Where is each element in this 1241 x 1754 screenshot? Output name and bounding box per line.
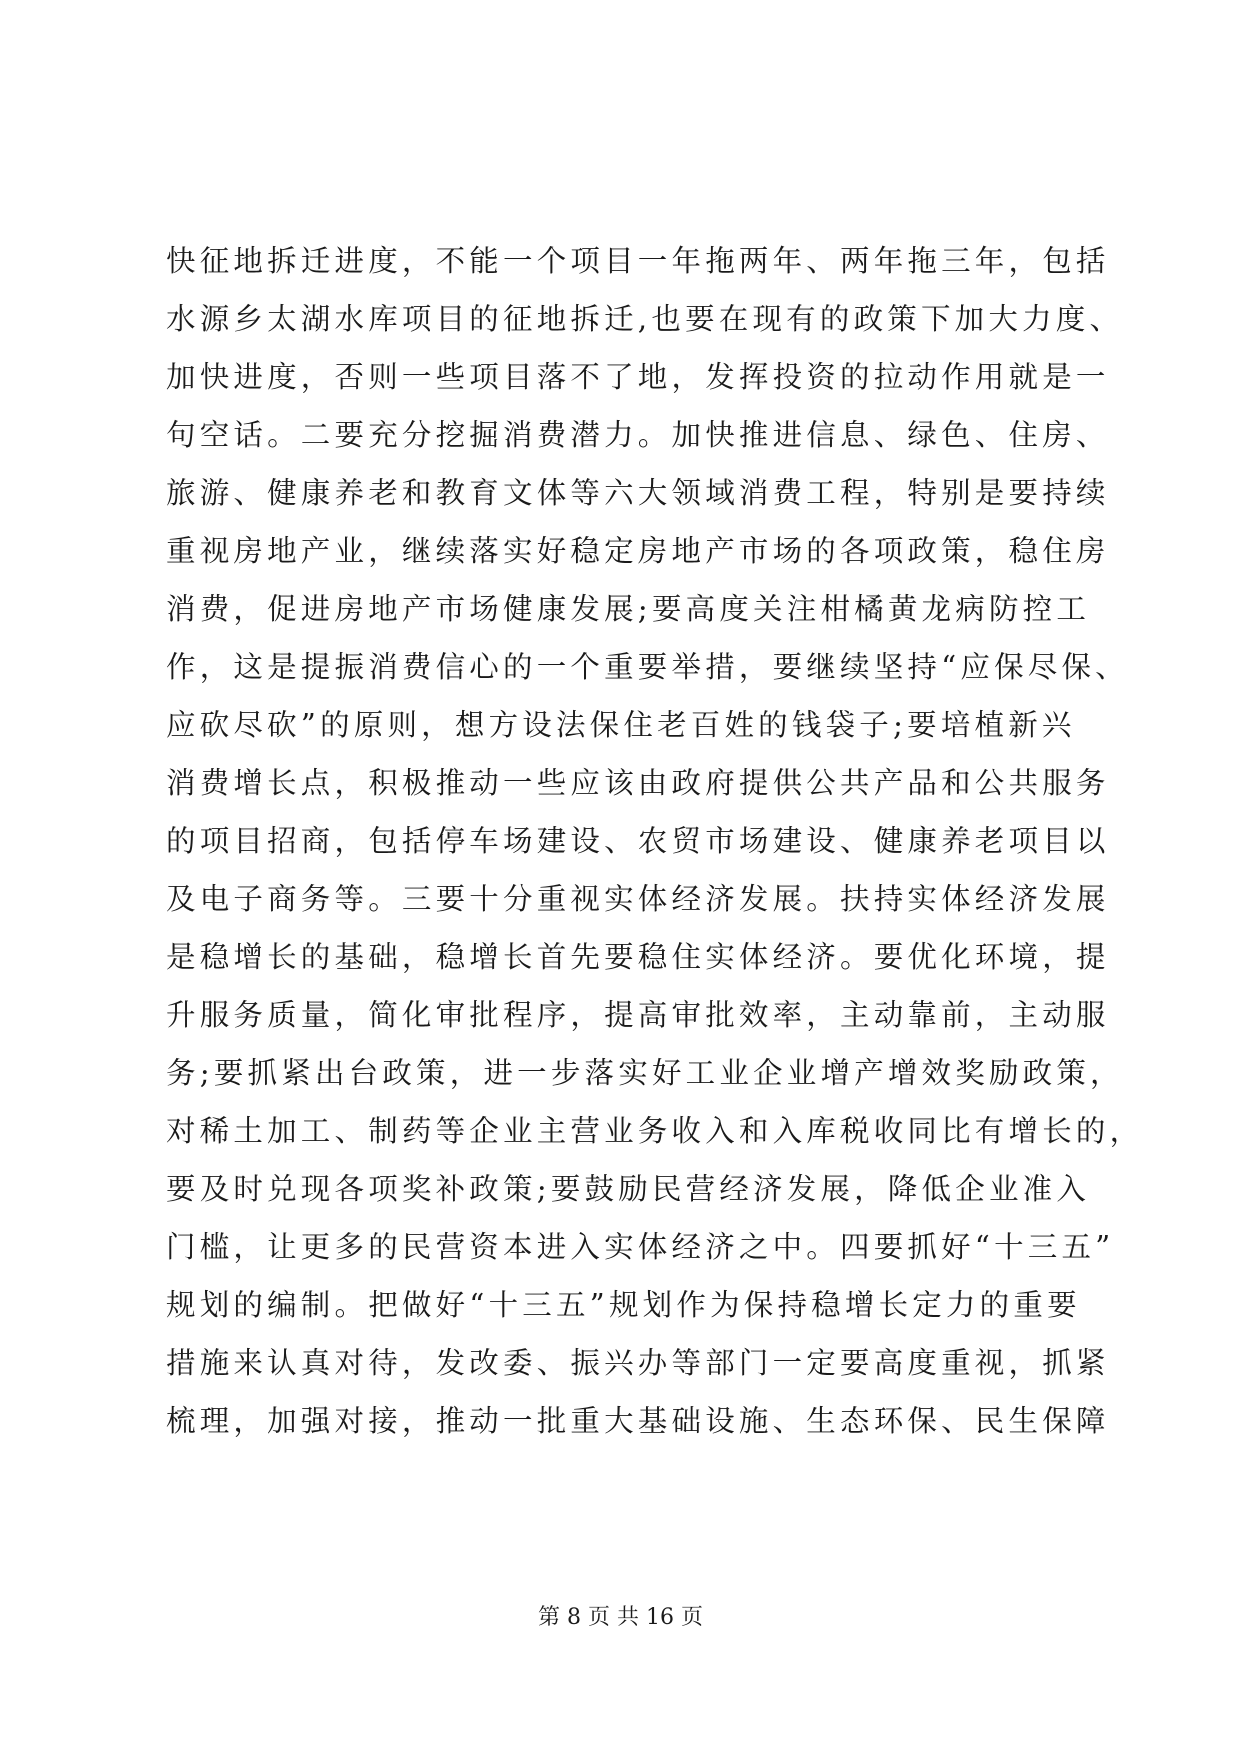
text-line: 规划的编制。把做好“十三五”规划作为保持稳增长定力的重要 [166,1288,1081,1322]
text-line: 加快进度，否则一些项目落不了地，发挥投资的拉动作用就是一 [166,360,1110,394]
text-line: 及电子商务等。三要十分重视实体经济发展。扶持实体经济发展 [166,882,1110,916]
text-line: 梳理，加强对接，推动一批重大基础设施、生态环保、民生保障 [166,1404,1110,1438]
text-line: 快征地拆迁进度，不能一个项目一年拖两年、两年拖三年，包括 [166,244,1110,278]
text-line: 升服务质量，简化审批程序，提高审批效率，主动靠前，主动服 [166,998,1110,1032]
text-line: 的项目招商，包括停车场建设、农贸市场建设、健康养老项目以 [166,824,1110,858]
page-number-footer: 第 8 页 共 16 页 [538,1605,703,1630]
text-line: 旅游、健康养老和教育文体等六大领域消费工程，特别是要持续 [166,476,1110,510]
text-line: 句空话。二要充分挖掘消费潜力。加快推进信息、绿色、住房、 [166,418,1110,452]
text-line: 要及时兑现各项奖补政策;要鼓励民营经济发展，降低企业准入 [166,1172,1091,1206]
text-line: 应砍尽砍”的原则，想方设法保住老百姓的钱袋子;要培植新兴 [166,708,1076,742]
text-line: 重视房地产业，继续落实好稳定房地产市场的各项政策，稳住房 [166,534,1110,568]
text-line: 作，这是提振消费信心的一个重要举措，要继续坚持“应保尽保、 [166,650,1129,684]
text-line: 水源乡太湖水库项目的征地拆迁,也要在现有的政策下加大力度、 [166,302,1124,336]
text-line: 消费，促进房地产市场健康发展;要高度关注柑橘黄龙病防控工 [166,592,1091,626]
text-line: 措施来认真对待，发改委、振兴办等部门一定要高度重视，抓紧 [166,1346,1110,1380]
text-line: 务;要抓紧出台政策，进一步落实好工业企业增产增效奖励政策， [166,1056,1124,1090]
text-line: 消费增长点，积极推动一些应该由政府提供公共产品和公共服务 [166,766,1110,800]
body-text [166,232,1144,1450]
text-line: 对稀土加工、制药等企业主营业务收入和入库税收同比有增长的， [166,1114,1144,1148]
text-line: 门槛，让更多的民营资本进入实体经济之中。四要抓好“十三五” [166,1230,1115,1264]
text-line: 是稳增长的基础，稳增长首先要稳住实体经济。要优化环境，提 [166,940,1110,974]
